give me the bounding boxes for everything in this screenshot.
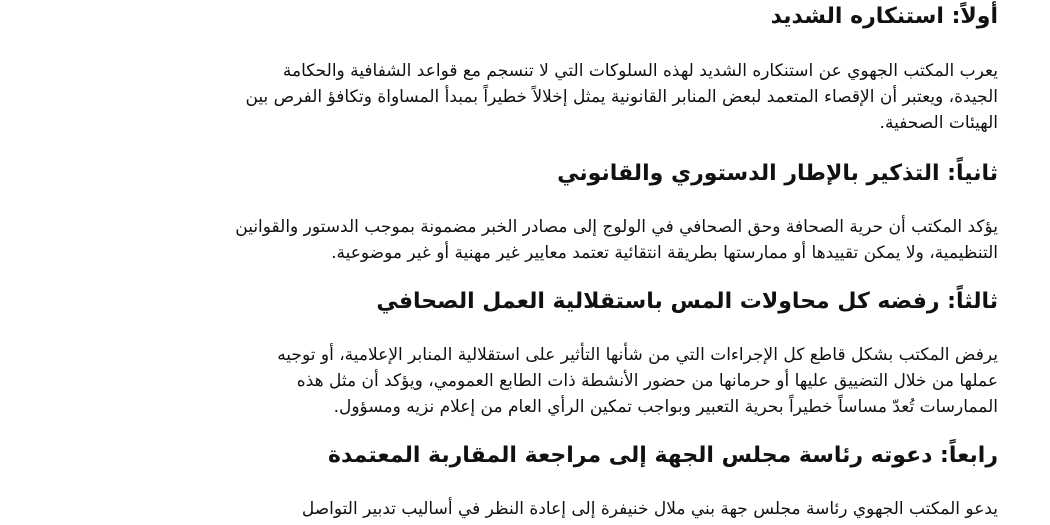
section-2-line-2: التنظيمية، ولا يمكن تقييدها أو ممارستها بطريقة انتقائية تعتمد معايير غير مهنية أو غير موضوعية.	[331, 243, 998, 263]
section-4-body	[38, 496, 998, 522]
section-3-heading: ثالثاً: رفضه كل محاولات المس باستقلالية العمل الصحافي	[376, 289, 998, 314]
section-1-line-1: يعرب المكتب الجهوي عن استنكاره الشديد لهذه السلوكات التي لا تنسجم مع قواعد الشفافية والحكامة	[282, 61, 998, 81]
section-1-line-2: الجيدة، ويعتبر أن الإقصاء المتعمد لبعض المنابر القانونية يمثل إخلالاً خطيراً بمبدأ المساواة وتكافؤ الفرص بين	[245, 87, 998, 107]
section-3-line-2: عملها من خلال التضييق عليها أو حرمانها من حضور الأنشطة ذات الطابع العمومي، ويؤكد أن مثل هذه	[296, 371, 998, 391]
section-2-body	[38, 214, 998, 266]
section-4-heading: رابعاً: دعوته رئاسة مجلس الجهة إلى مراجعة المقاربة المعتمدة	[327, 443, 998, 468]
section-3-line-3: الممارسات تُعدّ مساساً خطيراً بحرية التعبير وبواجب تمكين الرأي العام من إعلام نزيه ومسؤول.	[333, 397, 998, 417]
section-1-line-3: الهيئات الصحفية.	[879, 113, 998, 133]
section-4-line-1: يدعو المكتب الجهوي رئاسة مجلس جهة بني ملال خنيفرة إلى إعادة النظر في أساليب تدبير التواصل	[301, 499, 998, 519]
section-2-line-1: يؤكد المكتب أن حرية الصحافة وحق الصحافي في الولوج إلى مصادر الخبر مضمونة بموجب الدستور والقوانين	[235, 217, 998, 237]
section-1-heading: أولاً: استنكاره الشديد	[770, 4, 998, 29]
section-3-body	[38, 342, 998, 420]
section-1-body	[38, 58, 998, 136]
section-2-heading: ثانياً: التذكير بالإطار الدستوري والقانوني	[557, 161, 998, 186]
section-3-line-1: يرفض المكتب بشكل قاطع كل الإجراءات التي من شأنها التأثير على استقلالية المنابر الإعلامية، أو توجيه	[277, 345, 998, 365]
